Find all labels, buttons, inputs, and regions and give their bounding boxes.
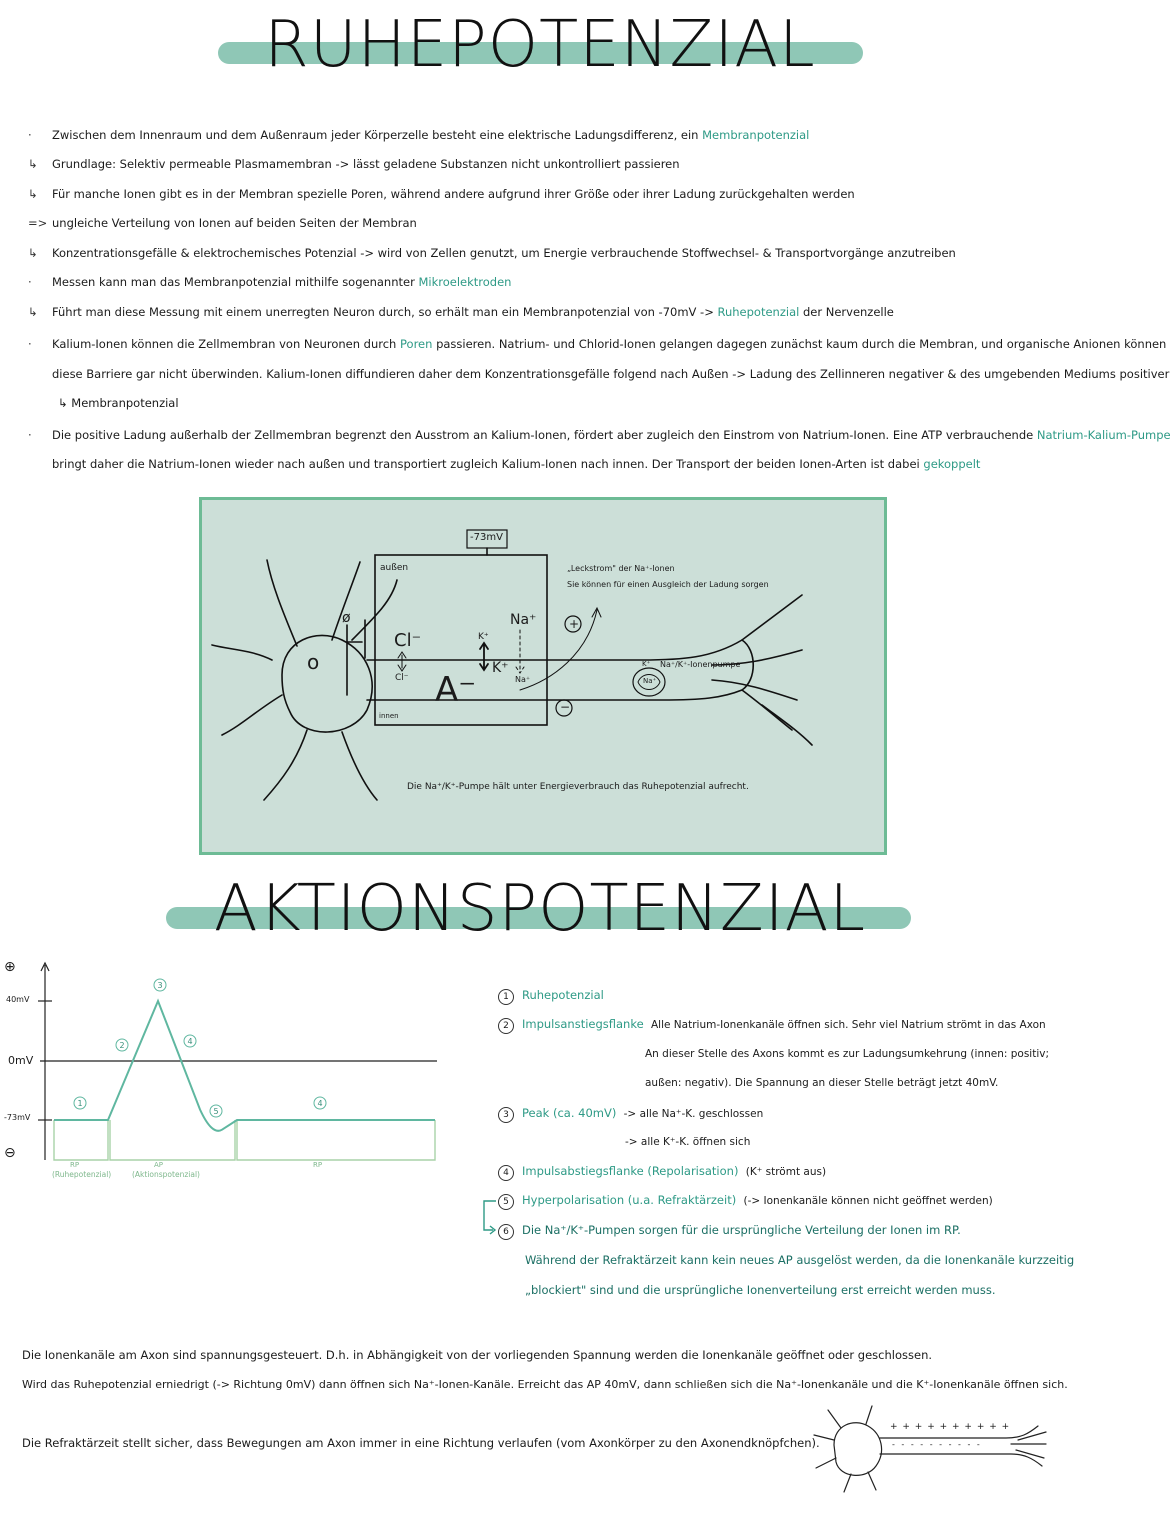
pump-label: Na⁺/K⁺-Ionenpumpe [660,660,741,669]
na-large: Na⁺ [510,612,537,628]
electrode-label: ø [342,610,351,626]
leak-text-2: Sie können für einen Ausgleich der Ladung sorgen [567,580,769,589]
pump-k: K⁺ [642,660,651,668]
ruhe-line-6: · Messen kann man das Membranpotenzial mithilfe sogenannter Mikroelektroden [28,275,512,289]
phase-marker-number: 2 [119,1041,125,1050]
pump-na: Na⁺ [643,677,657,685]
ruhe-line-4: => ungleiche Verteilung von Ionen auf beiden Seiten der Membran [28,216,417,230]
cl-large: Cl⁻ [394,630,422,651]
ruhe-line-7: ↳ Führt man diese Messung mit einem unerregten Neuron durch, so erhält man ein Membranpotenzial von -70mV -> Ruhepotenzial der Nervenzelle [28,305,894,319]
para1-line-1: · Kalium-Ionen können die Zellmembran von Neuronen durch Poren passieren. Natrium- und Chlorid-Ionen gelangen dagegen zunächst kaum durch die Membran, und organische Anionen können [28,337,1167,351]
axon-minus-signs: - - - - - - - - - - [892,1440,982,1449]
dendrite [342,732,377,800]
label-40mv: 40mV [6,995,30,1004]
phase-marker-number: 1 [77,1099,83,1108]
para2-line-1: · Die positive Ladung außerhalb der Zellmembran begrenzt den Ausstrom an Kalium-Ionen, fördert aber zugleich den Einstrom von Natrium-Ionen. Eine ATP verbrauchende Natrium-Kalium-Pumpe [28,428,1171,442]
phase-marker-number: 4 [187,1037,193,1046]
label-rp: RP [70,1161,80,1169]
axon-plus-signs: + + + + + + + + + + [890,1422,1011,1432]
minus-sign: − [560,700,571,714]
legend-3-line-2: -> alle K⁺-K. öffnen sich [625,1136,751,1148]
legend-4: 4 Impulsabstiegsflanke (Repolarisation) (K⁺ strömt aus) [498,1164,826,1181]
label-73mv: -73mV [4,1113,31,1122]
legend-5: 5 Hyperpolarisation (u.a. Refraktärzeit) (-> Ionenkanäle können nicht geöffnet werden) [498,1193,993,1210]
ap-chart-svg [0,955,460,1195]
ruhe-line-3: ↳ Für manche Ionen gibt es in der Membran spezielle Poren, während andere aufgrund ihrer Größe oder ihrer Ladung zurückgehalten werden [28,187,855,201]
ruhe-title-wrap [0,8,1080,82]
label-ap-long: (Aktionspotenzial) [132,1170,200,1179]
aktion-title: AKTIONSPOTENZIAL [213,872,867,946]
aussen-label: außen [380,563,409,573]
ruhe-title: RUHEPOTENZIAL [264,8,816,82]
bottom-line-2: Wird das Ruhepotenzial erniedrigt (-> Richtung 0mV) dann öffnen sich Na⁺-Ionen-Kanäle. Erreicht das AP 40mV, dann schließen sich die Na⁺-Ionenkanäle und die K⁺-Ionenkanäle öffnen sich. [22,1378,1068,1391]
axon-terminal [712,680,797,700]
dendrite [332,562,360,640]
voltage-label: -73mV [470,532,503,543]
neuron-diagram [199,497,887,855]
dendrite [222,695,282,735]
legend-6: 6 Die Na⁺/K⁺-Pumpen sorgen für die ursprüngliche Verteilung der Ionen im RP. [498,1223,961,1240]
ruhe-line-2: ↳ Grundlage: Selektiv permeable Plasmamembran -> lässt geladene Substanzen nicht unkontrolliert passieren [28,157,680,171]
leak-text-1: „Leckstrom" der Na⁺-Ionen [567,564,675,573]
cl-small: Cl⁻ [395,673,409,683]
legend-1: 1 Ruhepotenzial [498,988,604,1005]
label-rp-long: (Ruhepotenzial) [52,1170,112,1179]
axon-bottom [367,690,792,730]
legend-2-line-3: außen: negativ). Die Spannung an dieser Stelle beträgt jetzt 40mV. [645,1077,999,1089]
na-small: Na⁺ [515,675,531,684]
bracket-arrow [478,1196,498,1246]
dendrite [264,730,307,800]
phase-marker-number: 3 [157,981,163,990]
dendrite [267,560,297,646]
legend-2: 2 Impulsanstiegsflanke Alle Natrium-Ionenkanäle öffnen sich. Sehr viel Natrium strömt in das Axon [498,1017,1046,1034]
bottom-line-1: Die Ionenkanäle am Axon sind spannungsgesteuert. D.h. in Abhängigkeit von der vorliegenden Spannung werden die Ionenkanäle geöffnet oder geschlossen. [22,1348,933,1362]
dendrite [212,645,272,660]
axon-top [367,595,802,660]
ruhe-line-1: · Zwischen dem Innenraum und dem Außenraum jeder Körperzelle besteht eine elektrische Ladungsdifferenz, ein Membranpotenzial [28,128,810,142]
para1-line-2: diese Barriere gar nicht überwinden. Kalium-Ionen diffundieren daher dem Konzentrationsgefälle folgend nach Außen -> Ladung des Zellinneren negativer & des umgebenden Mediums positiver [52,367,1170,381]
phase-marker-number: 4 [317,1099,323,1108]
phase-brackets [54,1120,435,1160]
aktion-title-wrap [0,872,1080,946]
legend-3: 3 Peak (ca. 40mV) -> alle Na⁺-K. geschlossen [498,1106,763,1123]
para2-line-2: bringt daher die Natrium-Ionen wieder nach außen und transportiert zugleich Kalium-Ionen nach innen. Der Transport der beiden Ionen-Arten ist dabei gekoppelt [52,457,981,471]
legend-6-line-3: „blockiert" sind und die ursprüngliche Ionenverteilung erst erreicht werden muss. [525,1283,996,1297]
bottom-line-3: Die Refraktärzeit stellt sicher, dass Bewegungen am Axon immer in eine Richtung verlaufen (vom Axonkörper zu den Axonendknöpfchen). [22,1436,820,1450]
para1-line-3: ↳ Membranpotenzial [58,396,179,410]
ap-chart [0,955,460,1195]
innen-label: innen [379,712,399,720]
k-large: K⁺ [492,660,509,676]
label-ap: AP [154,1161,164,1169]
axon-terminal [742,640,753,690]
label-rp-2: RP [313,1161,323,1169]
label-0mv: 0mV [8,1054,34,1067]
electrode [347,625,362,695]
phase-marker-number: 5 [213,1107,219,1116]
ruhe-line-5: ↳ Konzentrationsgefälle & elektrochemisches Potenzial -> wird von Zellen genutzt, um Energie verbrauchende Stoffwechsel- & Transportvorgänge anzutreiben [28,246,956,260]
anion-label: A⁻ [435,670,477,710]
k-small: K⁺ [478,632,489,642]
small-neuron-sketch [806,1400,1066,1495]
neuron-drawing [202,500,884,852]
ap-curve [54,1001,435,1131]
legend-6-line-2: Während der Refraktärzeit kann kein neues AP ausgelöst werden, da die Ionenkanäle kurzzeitig [525,1253,1075,1267]
legend-2-line-2: An dieser Stelle des Axons kommt es zur Ladungsumkehrung (innen: positiv; [645,1048,1050,1060]
soma-outline [282,635,372,732]
plus-sign: + [569,617,580,631]
axis-minus: ⊖ [4,1145,16,1161]
axis-plus: ⊕ [4,959,16,975]
nucleus: o [307,650,320,674]
diagram-caption: Die Na⁺/K⁺-Pumpe hält unter Energieverbrauch das Ruhepotenzial aufrecht. [407,782,749,792]
